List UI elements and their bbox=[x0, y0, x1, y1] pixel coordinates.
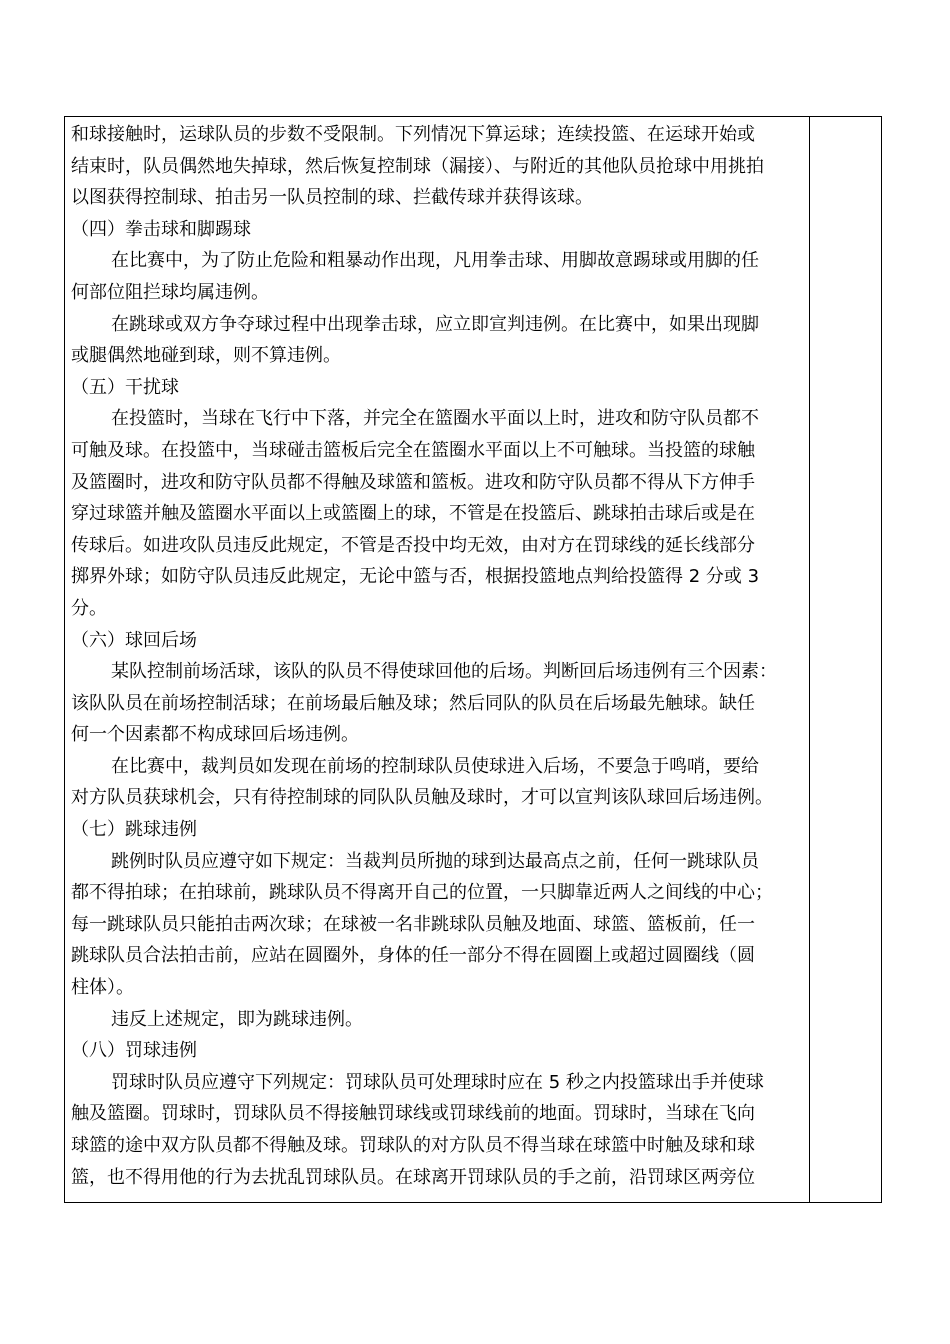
text-line: （四）拳击球和脚踢球 bbox=[71, 218, 251, 240]
text-line: 球篮的途中双方队员都不得触及球。罚球队的对方队员不得当球在球篮中时触及球和球 bbox=[71, 1135, 755, 1156]
text-line: 某队控制前场活球，该队的队员不得使球回他的后场。判断回后场违例有三个因素： bbox=[111, 661, 777, 683]
text-line: 罚球时队员应遵守下列规定：罚球队员可处理球时应在 5 秒之内投篮球出手并使球 bbox=[111, 1071, 764, 1093]
text-line: 可触及球。在投篮中，当球碰击篮板后完全在篮圈水平面以上不可触球。当投篮的球触 bbox=[71, 439, 755, 461]
document-table bbox=[64, 116, 882, 1203]
text-line: 跳球队员合法拍击前，应站在圆圈外，身体的任一部分不得在圆圈上或超过圆圈线（圆 bbox=[71, 945, 755, 967]
text-line: 在比赛中，裁判员如发现在前场的控制球队员使球进入后场，不要急于鸣哨，要给 bbox=[111, 755, 759, 777]
text-line: 以图获得控制球、拍击另一队员控制的球、拦截传球并获得该球。 bbox=[71, 187, 593, 209]
text-line: 在投篮时，当球在飞行中下落，并完全在篮圈水平面以上时，进攻和防守队员都不 bbox=[111, 408, 759, 430]
text-line: 何一个因素都不构成球回后场违例。 bbox=[71, 724, 359, 746]
text-line: 该队队员在前场控制活球；在前场最后触及球；然后同队的队员在后场最先触球。缺任 bbox=[71, 692, 755, 714]
text-line: 每一跳球队员只能拍击两次球；在球被一名非跳球队员触及地面、球篮、篮板前，任一 bbox=[71, 913, 755, 935]
text-line: 在比赛中，为了防止危险和粗暴动作出现，凡用拳击球、用脚故意踢球或用脚的任 bbox=[111, 250, 759, 272]
text-line: 穿过球篮并触及篮圈水平面以上或篮圈上的球，不管是在投篮后、跳球拍击球后或是在 bbox=[71, 503, 755, 525]
text-line: 或腿偶然地碰到球，则不算违例。 bbox=[71, 345, 341, 367]
empty-side-cell bbox=[811, 117, 881, 1202]
text-line: （五）干扰球 bbox=[71, 376, 179, 398]
main-text-cell bbox=[71, 119, 807, 1193]
column-divider bbox=[809, 117, 810, 1202]
text-line: 及篮圈时，进攻和防守队员都不得触及球篮和篮板。进攻和防守队员都不得从下方伸手 bbox=[71, 471, 755, 493]
text-line: 跳例时队员应遵守如下规定：当裁判员所抛的球到达最高点之前，任何一跳球队员 bbox=[111, 850, 759, 872]
text-line: 传球后。如进攻队员违反此规定，不管是否投中均无效，由对方在罚球线的延长线部分 bbox=[71, 534, 755, 556]
text-line: 篮，也不得用他的行为去扰乱罚球队员。在球离开罚球队员的手之前，沿罚球区两旁位 bbox=[71, 1166, 755, 1188]
text-line: 分。 bbox=[71, 597, 107, 619]
text-line: 对方队员获球机会，只有待控制球的同队队员触及球时，才可以宣判该队球回后场违例。 bbox=[71, 787, 773, 809]
text-line: 违反上述规定，即为跳球违例。 bbox=[111, 1008, 363, 1030]
text-line: （八）罚球违例 bbox=[71, 1040, 197, 1062]
text-line: 都不得拍球；在拍球前，跳球队员不得离开自己的位置，一只脚靠近两人之间线的中心； bbox=[71, 882, 773, 904]
text-line: 何部位阻拦球均属违例。 bbox=[71, 281, 269, 303]
text-line: 柱体）。 bbox=[71, 977, 134, 999]
text-line: （六）球回后场 bbox=[71, 629, 197, 651]
text-line: （七）跳球违例 bbox=[71, 819, 197, 841]
text-line: 在跳球或双方争夺球过程中出现拳击球，应立即宣判违例。在比赛中，如果出现脚 bbox=[111, 313, 759, 335]
text-line: 触及篮圈。罚球时，罚球队员不得接触罚球线或罚球线前的地面。罚球时，当球在飞向 bbox=[71, 1103, 755, 1125]
text-line: 掷界外球；如防守队员违反此规定，无论中篮与否，根据投篮地点判给投篮得 2 分或 3 bbox=[71, 566, 760, 588]
text-line: 和球接触时，运球队员的步数不受限制。下列情况下算运球；连续投篮、在运球开始或 bbox=[71, 124, 755, 145]
text-line: 结束时，队员偶然地失掉球，然后恢复控制球（漏接）、与附近的其他队员抢球中用挑拍 bbox=[71, 155, 764, 177]
